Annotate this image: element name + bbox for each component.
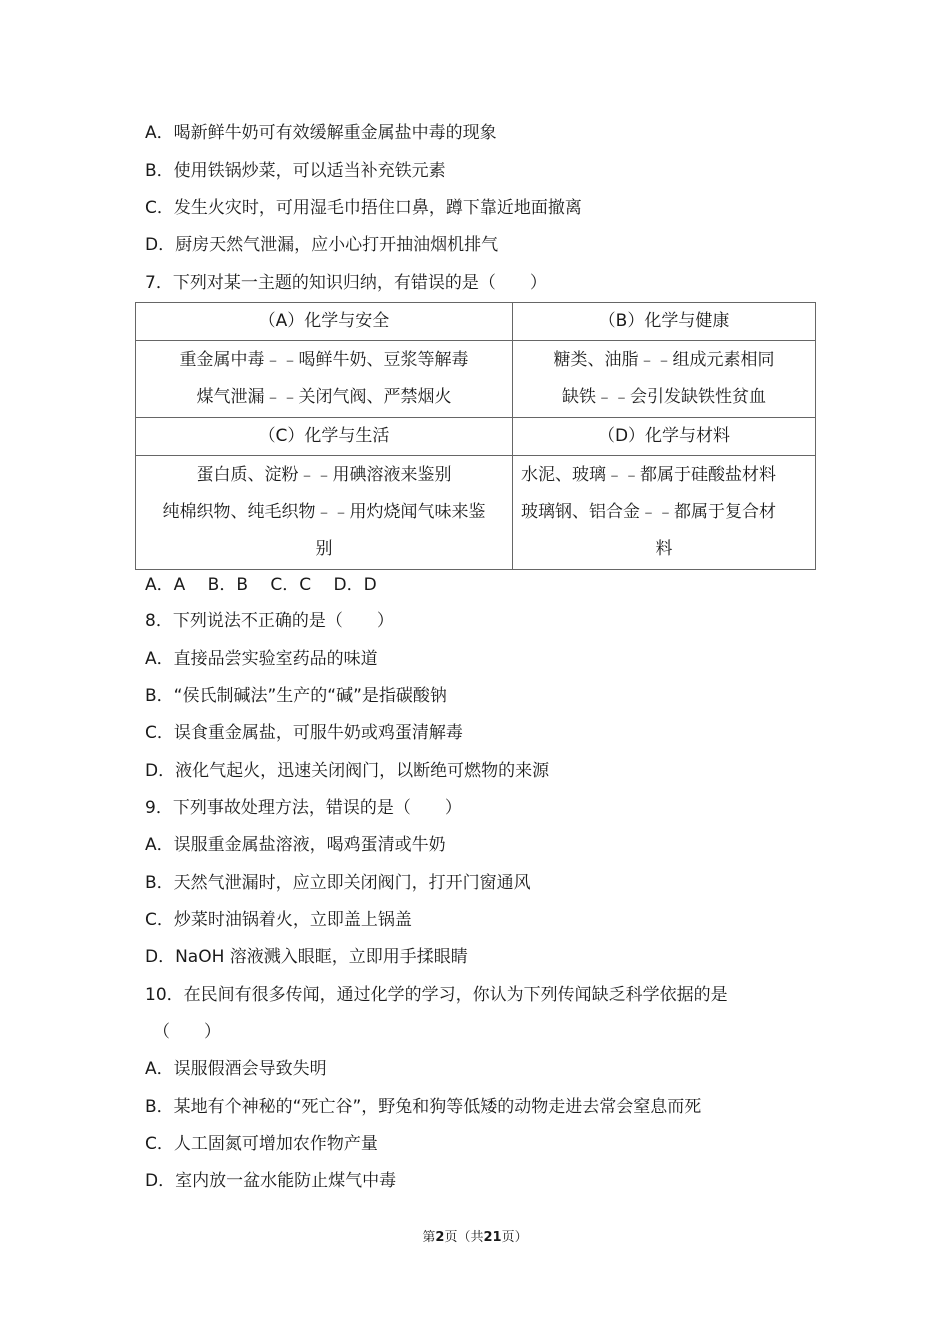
table-header-c: （C）化学与生活 <box>136 418 513 456</box>
q6-option-a: A．喝新鲜牛奶可有效缓解重金属盐中毒的现象 <box>145 123 497 143</box>
knowledge-table <box>135 302 816 570</box>
q6-option-b: B．使用铁锅炒菜，可以适当补充铁元素 <box>145 161 446 181</box>
total-page-count: 21 <box>483 1230 502 1245</box>
table-header-b: （B）化学与健康 <box>513 303 816 341</box>
q9-stem: 9．下列事故处理方法，错误的是（ ） <box>145 798 462 818</box>
table-cell-d <box>513 456 816 570</box>
q8-stem: 8．下列说法不正确的是（ ） <box>145 611 394 631</box>
page-footer <box>0 1226 950 1245</box>
footer-suffix: 页） <box>501 1230 528 1245</box>
table-header-d: （D）化学与材料 <box>513 418 816 456</box>
table-cell-line: 蛋白质、淀粉﹣﹣用碘溶液来鉴别 <box>196 465 452 485</box>
q9-option-c: C．炒菜时油锅着火，立即盖上锅盖 <box>145 910 412 930</box>
q10-option-a: A．误服假酒会导致失明 <box>145 1059 327 1079</box>
q6-option-c: C．发生火灾时，可用湿毛巾捂住口鼻，蹲下靠近地面撤离 <box>145 198 582 218</box>
table-cell-line: 糖类、油脂﹣﹣组成元素相同 <box>553 350 775 370</box>
q9-option-d: D．NaOH 溶液溅入眼眶，立即用手揉眼睛 <box>145 947 468 967</box>
footer-prefix: 第 <box>422 1230 436 1245</box>
q10-option-b: B．某地有个神秘的“死亡谷”，野兔和狗等低矮的动物走进去常会窒息而死 <box>145 1097 702 1117</box>
q7-stem: 7．下列对某一主题的知识归纳，有错误的是（ ） <box>145 273 547 293</box>
q6-option-d: D．厨房天然气泄漏，应小心打开抽油烟机排气 <box>145 235 499 255</box>
table-cell-line: 别 <box>315 539 333 559</box>
table-cell-line: 纯棉织物、纯毛织物﹣﹣用灼烧闻气味来鉴 <box>162 502 486 522</box>
table-header-a: （A）化学与安全 <box>136 303 513 341</box>
footer-middle: 页（共 <box>444 1230 484 1245</box>
q9-option-b: B．天然气泄漏时，应立即关闭阀门，打开门窗通风 <box>145 873 531 893</box>
q8-option-a: A．直接品尝实验室药品的味道 <box>145 649 378 669</box>
table-cell-line: 煤气泄漏﹣﹣关闭气阀、严禁烟火 <box>196 387 452 407</box>
table-cell-line: 重金属中毒﹣﹣喝鲜牛奶、豆浆等解毒 <box>179 350 469 370</box>
q10-stem-line2: （ ） <box>153 1022 221 1042</box>
table-cell-c <box>136 456 513 570</box>
q8-option-d: D．液化气起火，迅速关闭阀门，以断绝可燃物的来源 <box>145 761 550 781</box>
q10-option-c: C．人工固氮可增加农作物产量 <box>145 1134 378 1154</box>
q7-options: A．A B．B C．C D．D <box>145 575 377 595</box>
table-cell-line: 玻璃钢、铝合金﹣﹣都属于复合材 <box>521 502 776 522</box>
q9-option-a: A．误服重金属盐溶液，喝鸡蛋清或牛奶 <box>145 835 446 855</box>
q10-option-d: D．室内放一盆水能防止煤气中毒 <box>145 1171 397 1191</box>
table-cell-line: 料 <box>655 539 673 559</box>
q8-option-b: B．“侯氏制碱法”生产的“碱”是指碳酸钠 <box>145 686 447 706</box>
q10-stem-line1: 10．在民间有很多传闻，通过化学的学习，你认为下列传闻缺乏科学依据的是 <box>145 985 728 1005</box>
table-cell-a <box>136 341 513 418</box>
q8-option-c: C．误食重金属盐，可服牛奶或鸡蛋清解毒 <box>145 723 463 743</box>
table-cell-b <box>513 341 816 418</box>
table-cell-line: 缺铁﹣﹣会引发缺铁性贫血 <box>562 387 766 407</box>
current-page-number: 2 <box>435 1230 445 1245</box>
table-cell-line: 水泥、玻璃﹣﹣都属于硅酸盐材料 <box>521 465 776 485</box>
